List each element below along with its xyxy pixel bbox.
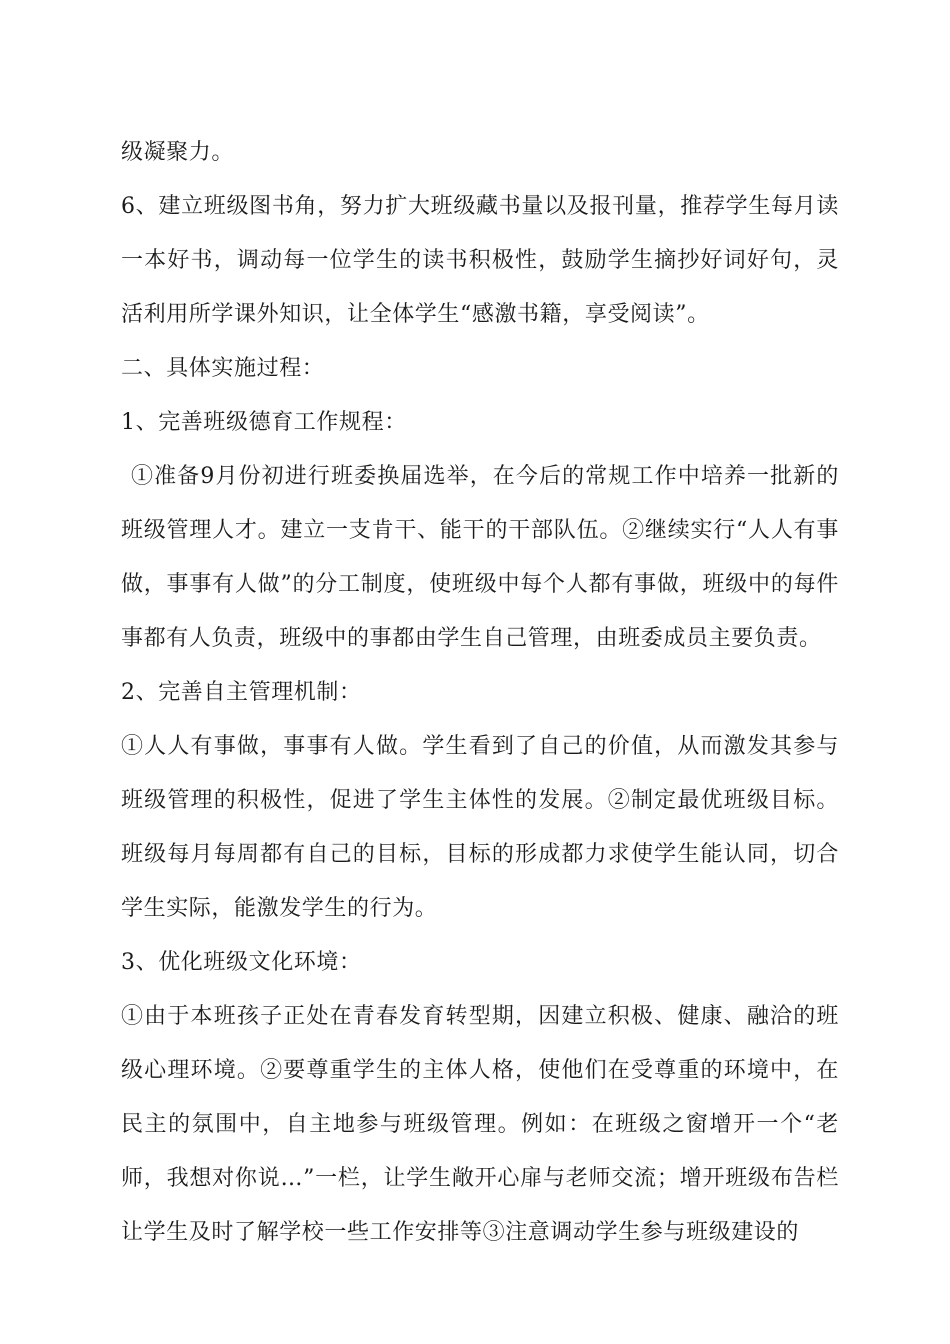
document-body bbox=[121, 126, 839, 1260]
paragraph-class-committee: ①准备9月份初进行班委换届选举，在今后的常规工作中培养一批新的班级管理人才。建立一支肯干、能干的干部队伍。②继续实行“人人有事做，事事有人做”的分工制度，使班级中每个人都有事做，班级中的每件事都有人负责，班级中的事都由学生自己管理，由班委成员主要负责。 bbox=[121, 464, 839, 651]
heading-self-management: 2、完善自主管理机制： bbox=[121, 680, 362, 705]
paragraph-self-management: ①人人有事做，事事有人做。学生看到了自己的价值，从而激发其参与班级管理的积极性，促进了学生主体性的发展。②制定最优班级目标。班级每月每周都有自己的目标，目标的形成都力求使学生能认同，切合学生实际，能激发学生的行为。 bbox=[121, 734, 839, 921]
paragraph-class-culture: ①由于本班孩子正处在青春发育转型期，因建立积极、健康、融洽的班级心理环境。②要尊重学生的主体人格，使他们在受尊重的环境中，在民主的氛围中，自主地参与班级管理。例如：在班级之窗增开一个“老师，我想对你说…”一栏，让学生敞开心扉与老师交流；增开班级布告栏让学生及时了解学校一些工作安排等③注意调动学生参与班级建设的 bbox=[121, 1004, 839, 1245]
heading-implementation-process: 二、具体实施过程： bbox=[121, 356, 325, 381]
paragraph-cohesion-end: 级凝聚力。 bbox=[121, 140, 235, 165]
heading-class-culture: 3、优化班级文化环境： bbox=[121, 950, 362, 975]
paragraph-book-corner: 6、建立班级图书角，努力扩大班级藏书量以及报刊量，推荐学生每月读一本好书，调动每一位学生的读书积极性，鼓励学生摘抄好词好句，灵活利用所学课外知识，让全体学生“感激书籍，享受阅读”。 bbox=[121, 194, 839, 327]
heading-moral-education-rules: 1、完善班级德育工作规程： bbox=[121, 410, 407, 435]
